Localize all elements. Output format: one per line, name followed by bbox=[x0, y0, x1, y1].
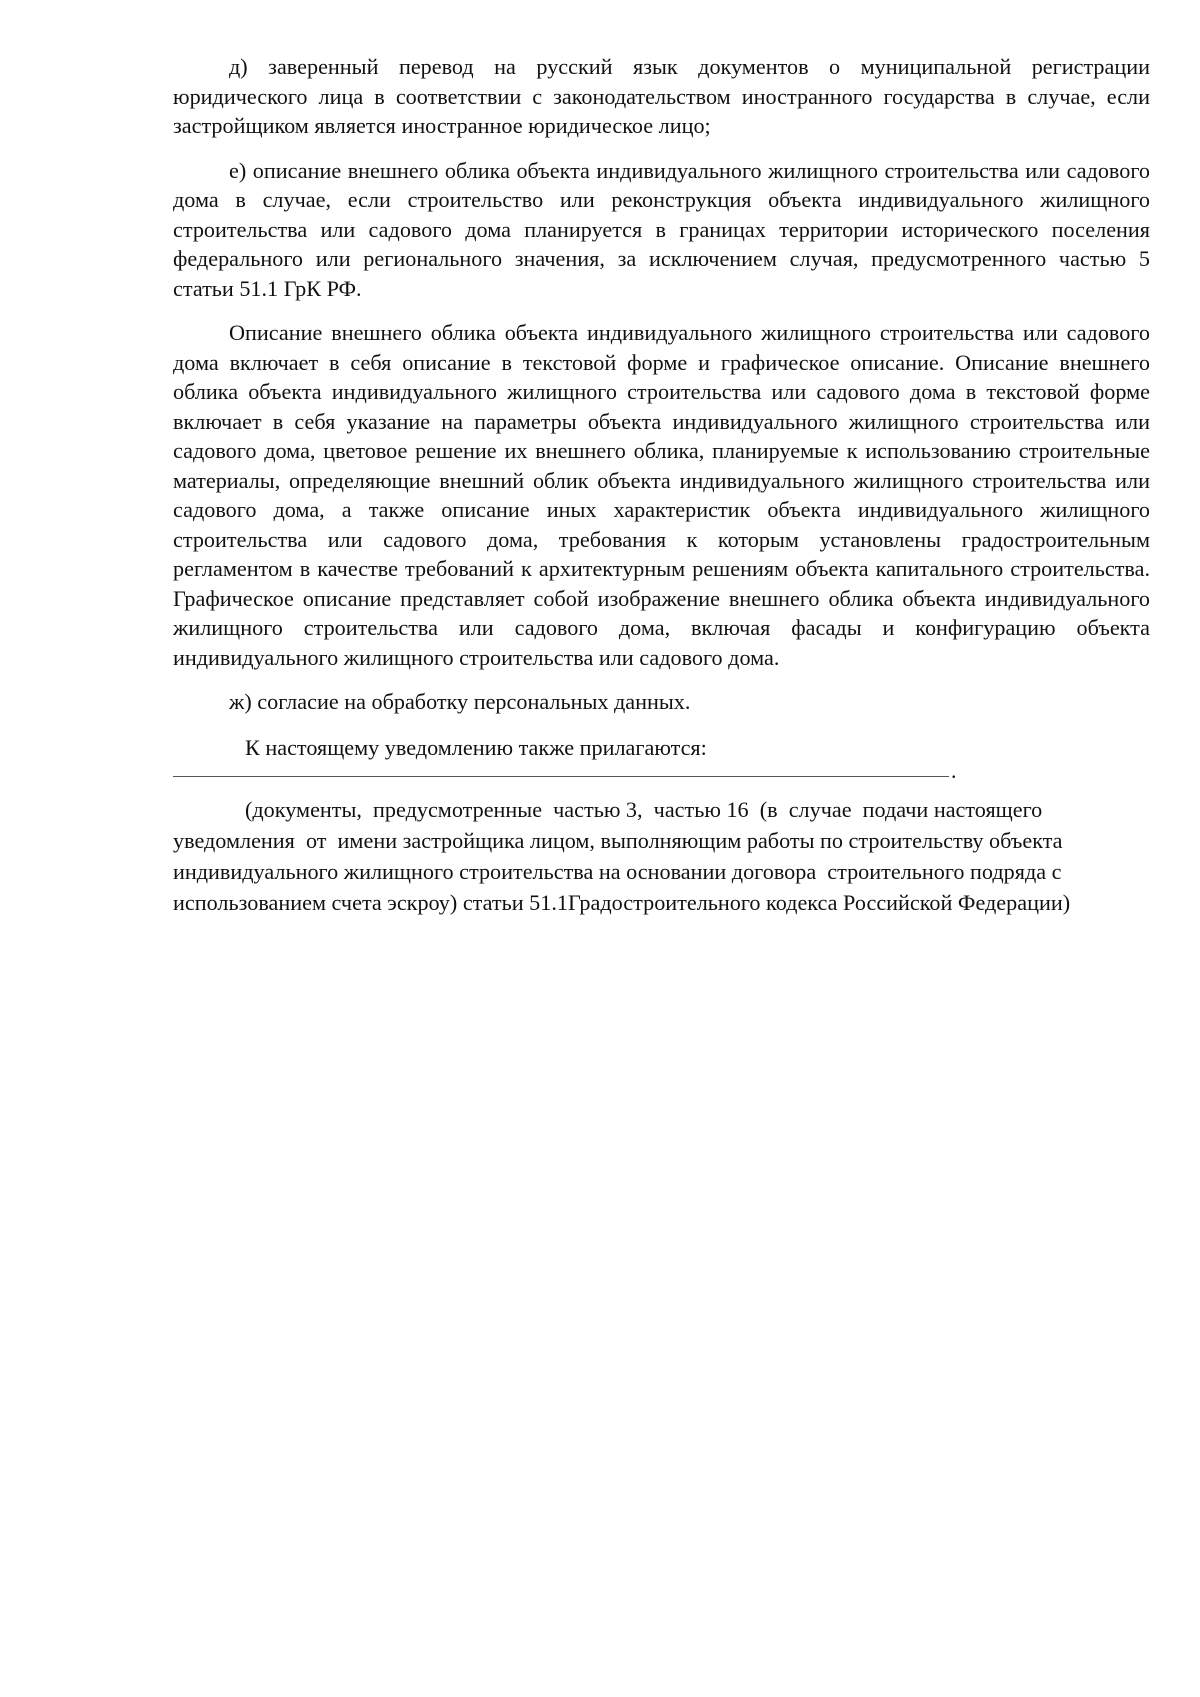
paragraph-zh: ж) согласие на обработку персональных данных. bbox=[229, 689, 691, 714]
paragraph-e: е) описание внешнего облика объекта индивидуального жилищного строительства или садового дома в случае, если строительство или реконструкция объекта индивидуального жилищного строительства или садового дома планируется в границах территории исторического поселения федерального или регионального значения, за исключением случая, предусмотренного частью 5 статьи 51.1 ГрК РФ. bbox=[173, 157, 1150, 301]
attachments-blank-line bbox=[173, 758, 1150, 788]
attachments-heading: К настоящему уведомлению также прилагаются: bbox=[245, 734, 707, 760]
paragraph-d: д) заверенный перевод на русский язык документов о муниципальной регистрации юридического лица в соответствии с законодательством иностранного государства в случае, если застройщиком является иностранное юридическое лицо; bbox=[173, 54, 1150, 138]
document-page bbox=[173, 52, 1150, 918]
blank-line-end: . bbox=[951, 758, 957, 783]
underline-blank bbox=[173, 776, 949, 777]
attachments-note: (документы, предусмотренные частью 3, частью 16 (в случае подачи настоящего уведомления от имени застройщика лицом, выполняющим работы по строительству объекта индивидуального жилищного строительства на основании договора строительного подряда с использованием счета эскроу) статьи 51.1Градостроительного кодекса Российской Федерации) bbox=[173, 797, 1071, 915]
paragraph-exterior-description: Описание внешнего облика объекта индивидуального жилищного строительства или садового дома включает в себя описание в текстовой форме и графическое описание. Описание внешнего облика объекта индивидуального жилищного строительства или садового дома в текстовой форме включает в себя указание на параметры объекта индивидуального жилищного строительства или садового дома, цветовое решение их внешнего облика, планируемые к использованию строительные материалы, определяющие внешний облик объекта индивидуального жилищного строительства или садового дома, а также описание иных характеристик объекта индивидуального жилищного строительства или садового дома, требования к которым установлены градостроительным регламентом в качестве требований к архитектурным решениям объекта капитального строительства. Графическое описание представляет собой изображение внешнего облика объекта индивидуального жилищного строительства или садового дома, включая фасады и конфигурацию объекта индивидуального жилищного строительства или садового дома. bbox=[173, 320, 1150, 670]
